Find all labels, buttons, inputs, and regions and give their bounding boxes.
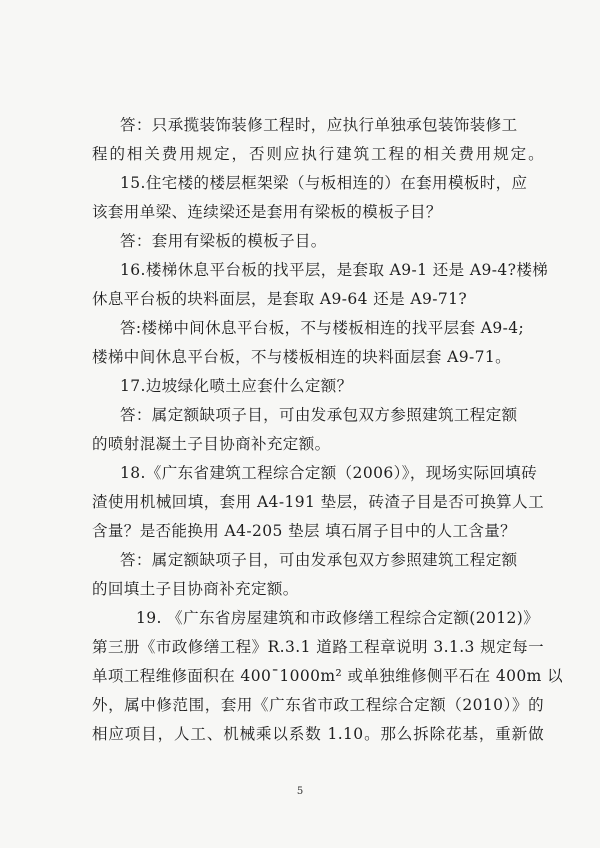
text-line: 渣使用机械回填，套用 A4-191 垫层，砖渣子目是否可换算人工 xyxy=(92,493,544,511)
text-line: 答：只承揽装饰装修工程时，应执行单独承包装饰装修工 xyxy=(120,116,518,134)
text-line: 答:楼梯中间休息平台板，不与楼板相连的找平层套 A9-4; xyxy=(120,319,525,337)
text-line: 16.楼梯休息平台板的找平层，是套取 A9-1 还是 A9-4?楼梯 xyxy=(120,261,549,279)
text-line: 程的相关费用规定，否则应执行建筑工程的相关费用规定。 xyxy=(92,145,544,163)
text-line: 相应项目，人工、机械乘以系数 1.10。那么拆除花基，重新做 xyxy=(92,725,544,743)
text-line: 的回填土子目协商补充定额。 xyxy=(92,580,299,598)
text-line: 17.边坡绿化喷土应套什么定额？ xyxy=(120,377,353,395)
text-line: 18.《广东省建筑工程综合定额（2006）》，现场实际回填砖 xyxy=(120,464,538,482)
text-line: 含量？是否能换用 A4-205 垫层 填石屑子目中的人工含量？ xyxy=(92,522,517,540)
page-number: 5 xyxy=(296,786,304,797)
text-line: 的喷射混凝土子目协商补充定额。 xyxy=(92,435,331,453)
text-line: 答：属定额缺项子目，可由发承包双方参照建筑工程定额 xyxy=(120,406,518,424)
text-line: 该套用单梁、连续梁还是套用有梁板的模板子目？ xyxy=(92,203,442,221)
text-line: 楼梯中间休息平台板，不与楼板相连的块料面层套 A9-71。 xyxy=(92,348,512,366)
text-line: 15.住宅楼的楼层框架梁（与板相连的）在套用模板时，应 xyxy=(120,174,528,192)
text-line: 第三册《市政修缮工程》R.3.1 道路工程章说明 3.1.3 规定每一 xyxy=(92,638,544,656)
text-line: 休息平台板的块料面层，是套取 A9-64 还是 A9-71? xyxy=(92,290,468,308)
text-line: 答：套用有梁板的模板子目。 xyxy=(120,232,327,250)
text-line: 答：属定额缺项子目，可由发承包双方参照建筑工程定额 xyxy=(120,551,518,569)
text-line: 单项工程维修面积在 400¯1000m² 或单独维修侧平石在 400m 以 xyxy=(92,667,563,685)
text-line: 19. 《广东省房屋建筑和市政修缮工程综合定额(2012)》 xyxy=(136,609,540,627)
text-line: 外，属中修范围，套用《广东省市政工程综合定额（2010）》的 xyxy=(92,696,544,714)
